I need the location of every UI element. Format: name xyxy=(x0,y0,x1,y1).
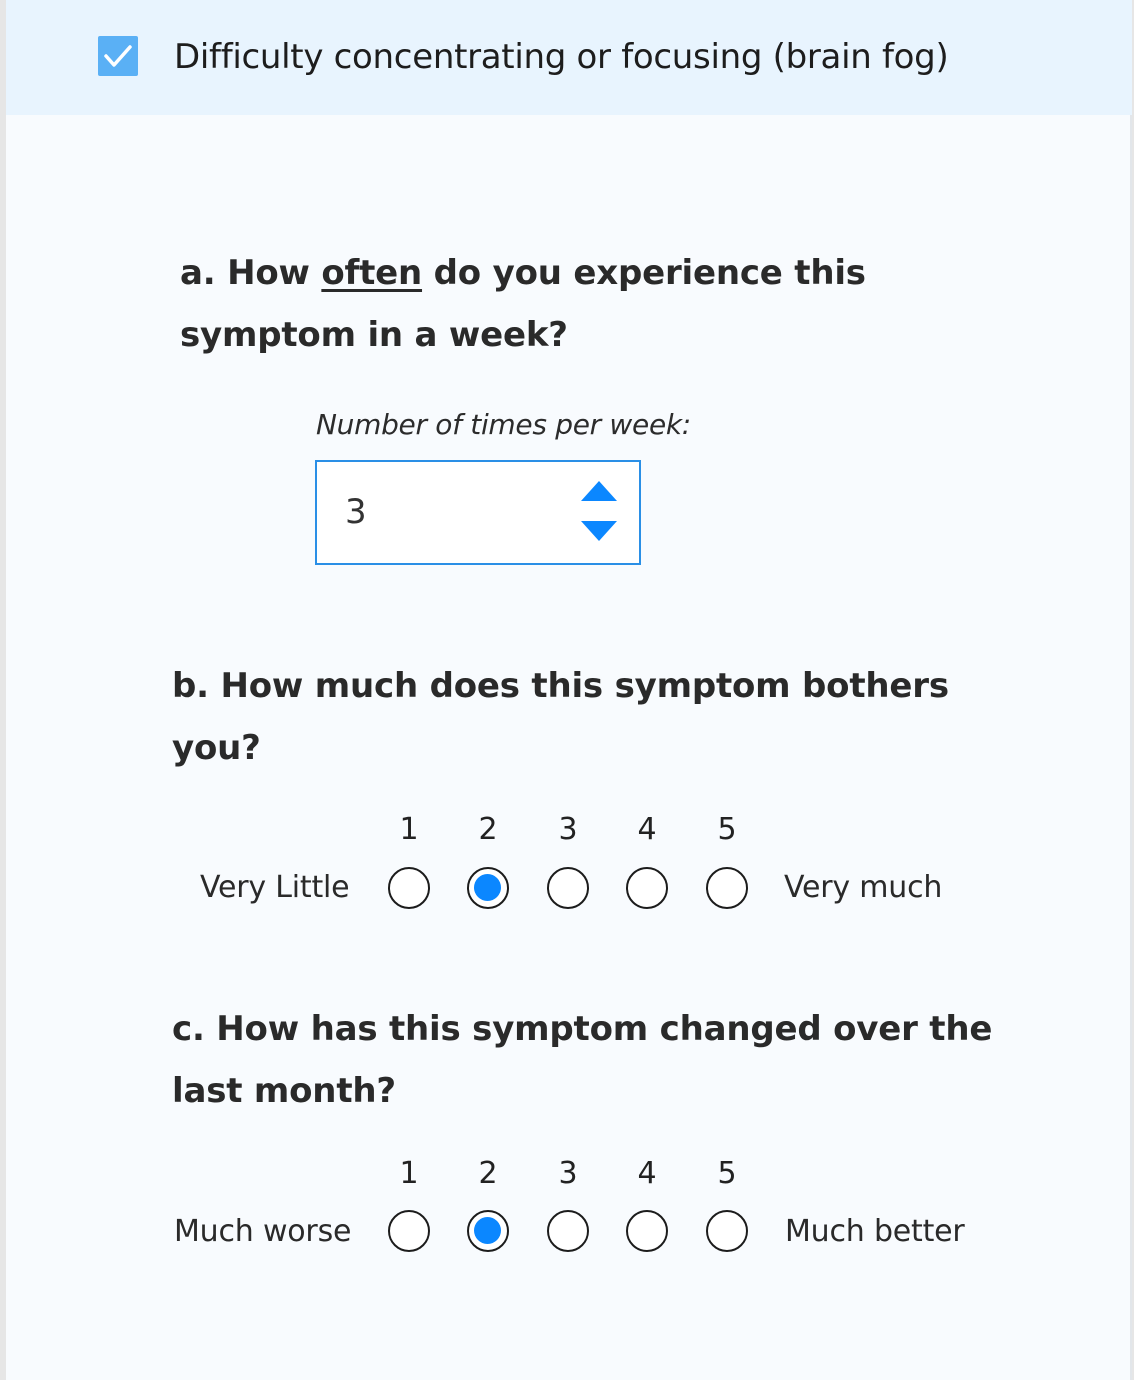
times-per-week-hint: Number of times per week: xyxy=(316,408,691,441)
question-b-title xyxy=(172,655,949,779)
bother-scale-5-label: 5 xyxy=(717,812,737,847)
change-radio-2[interactable] xyxy=(467,1210,509,1252)
change-scale-4-label: 4 xyxy=(637,1156,657,1191)
change-radio-5[interactable] xyxy=(706,1210,748,1252)
change-radio-4[interactable] xyxy=(626,1210,668,1252)
change-scale-1-label: 1 xyxy=(399,1156,419,1191)
checkmark-icon xyxy=(98,36,138,76)
change-scale-5-label: 5 xyxy=(717,1156,737,1191)
stepper-down-icon[interactable] xyxy=(579,518,619,544)
symptom-checkbox[interactable] xyxy=(98,36,138,76)
change-low-label: Much worse xyxy=(174,1214,352,1249)
question-b-line2: you? xyxy=(172,728,261,768)
bother-high-label: Very much xyxy=(784,870,943,905)
change-high-label: Much better xyxy=(785,1214,965,1249)
question-a-line1: a. How often do you experience this xyxy=(180,253,866,293)
change-scale-3-label: 3 xyxy=(558,1156,578,1191)
symptom-header[interactable] xyxy=(6,0,1132,115)
symptom-card xyxy=(6,0,1132,1380)
question-b-line1: b. How much does this symptom bothers xyxy=(172,666,949,706)
bother-radio-4[interactable] xyxy=(626,867,668,909)
change-radio-3[interactable] xyxy=(547,1210,589,1252)
bother-radio-5[interactable] xyxy=(706,867,748,909)
question-c-title xyxy=(172,998,992,1122)
bother-low-label: Very Little xyxy=(200,870,350,905)
times-per-week-input[interactable] xyxy=(315,460,641,565)
question-a-line2: symptom in a week? xyxy=(180,315,568,355)
bother-radio-3[interactable] xyxy=(547,867,589,909)
change-scale-2-label: 2 xyxy=(478,1156,498,1191)
question-c-line2: last month? xyxy=(172,1071,396,1111)
question-c-line1: c. How has this symptom changed over the xyxy=(172,1009,993,1049)
symptom-title: Difficulty concentrating or focusing (brain fog) xyxy=(174,37,949,77)
bother-radio-1[interactable] xyxy=(388,867,430,909)
bother-radio-2[interactable] xyxy=(467,867,509,909)
bother-scale-3-label: 3 xyxy=(558,812,578,847)
times-per-week-value[interactable]: 3 xyxy=(345,492,367,532)
question-a-emphasis: often xyxy=(321,253,423,293)
stepper-up-icon[interactable] xyxy=(579,478,619,504)
question-a-title xyxy=(180,242,866,366)
bother-scale-2-label: 2 xyxy=(478,812,498,847)
change-radio-1[interactable] xyxy=(388,1210,430,1252)
bother-scale-1-label: 1 xyxy=(399,812,419,847)
bother-scale-4-label: 4 xyxy=(637,812,657,847)
